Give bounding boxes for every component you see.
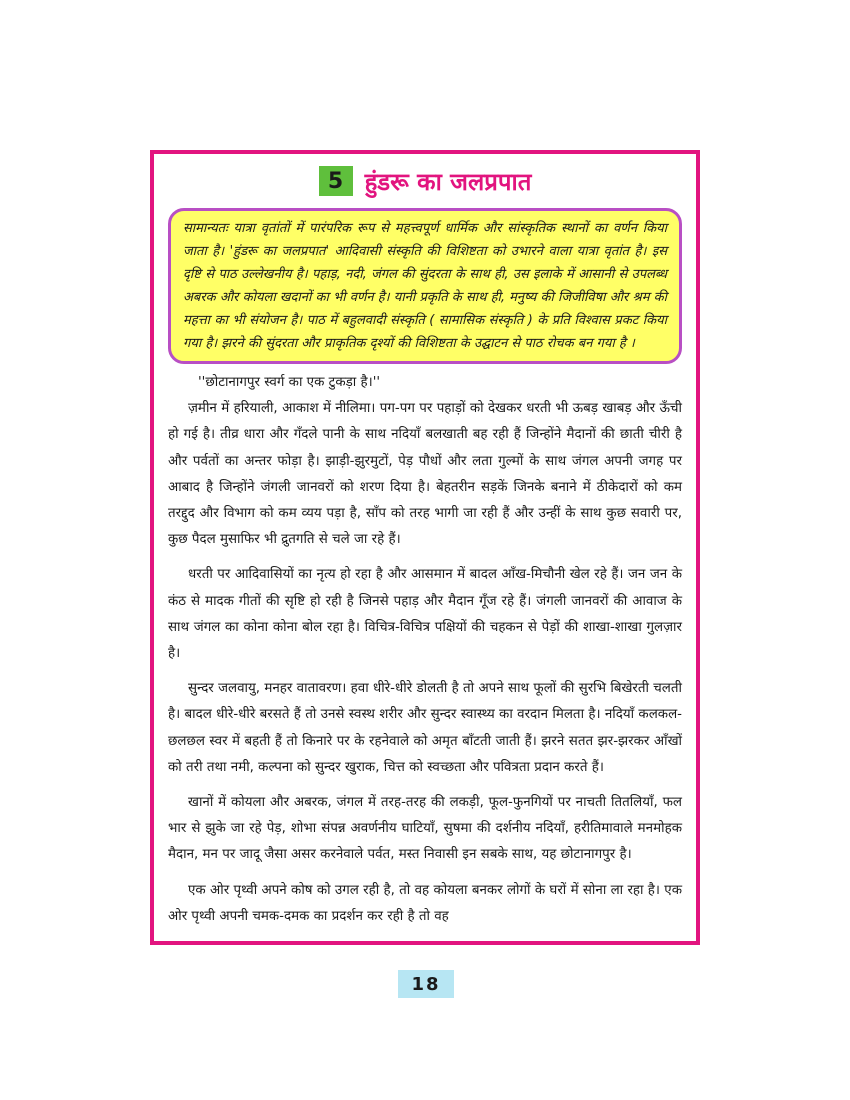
paragraph: एक ओर पृथ्वी अपने कोष को उगल रही है, तो वह कोयला बनकर लोगों के घरों में सोना ला रहा है। एक ओर पृथ्वी अपनी चमक-दमक का प्रदर्शन कर रही है तो वह (168, 882, 682, 924)
paragraph: धरती पर आदिवासियों का नृत्य हो रहा है और आसमान में बादल आँख-मिचौनी खेल रहे हैं। जन जन के कंठ से मादक गीतों की सृष्टि हो रही है जिनसे पहाड़ और मैदान गूँज रहे हैं। जंगली जानवरों की आवाज के साथ जंगल का कोना कोना बोल रहा है। विचित्र-विचित्र पक्षियों की चहकन से पेड़ों की शाखा-शाखा गुलज़ार है। (168, 567, 682, 662)
chapter-heading (166, 162, 684, 200)
intro-box: सामान्यतः यात्रा वृतांतों में पारंपरिक रूप से महत्त्वपूर्ण धार्मिक और सांस्कृतिक स्थानों का वर्णन किया जाता है। 'हुंडरू का जलप्रपात' आदिवासी संस्कृति की विशिष्टता को उभारने वाला यात्रा वृतांत है। इस दृष्टि से पाठ उल्लेखनीय है। पहाड़, नदी, जंगल की सुंदरता के साथ ही, उस इलाके में आसानी से उपलब्ध अबरक और कोयला खदानों का भी वर्णन है। यानी प्रकृति के साथ ही, मनुष्य की जिजीविषा और श्रम की महत्ता का भी संयोजन है। पाठ में बहुलवादी संस्कृति ( सामासिक संस्कृति ) के प्रति विश्वास प्रकट किया गया है। झरने की सुंदरता और प्राकृतिक दृश्यों की विशिष्टता के उद्घाटन से पाठ रोचक बन गया है । (168, 208, 682, 364)
chapter-title: हुंडरू का जलप्रपात (364, 167, 532, 196)
body-text (166, 370, 684, 930)
paragraph: सुन्दर जलवायु, मनहर वातावरण। हवा धीरे-धीरे डोलती है तो अपने साथ फूलों की सुरभि बिखेरती चलती है। बादल धीरे-धीरे बरसते हैं तो उनसे स्वस्थ शरीर और सुन्दर स्वास्थ्य का वरदान मिलता है। नदियाँ कलकल-छलछल स्वर में बहती हैं तो किनारे पर के रहनेवाले को अमृत बाँटती जाती हैं। झरने सतत झर-झरकर आँखों को तरी तथा नमी, कल्पना को सुन्दर खुराक, चित्त को स्वच्छता और पवित्रता प्रदान करते हैं। (168, 681, 682, 775)
opening-quote: ''छोटानागपुर स्वर्ग का एक टुकड़ा है।'' (198, 375, 381, 390)
paragraph: ज़मीन में हरियाली, आकाश में नीलिमा। पग-पग पर पहाड़ों को देखकर धरती भी ऊबड़ खाबड़ और ऊँची हो गई है। तीव्र धारा और गँदले पानी के साथ नदियाँ बलखाती बह रही हैं जिन्होंने मैदानों की छाती चीरी है और पर्वतों का अन्तर फोड़ा है। झाड़ी-झुरमुटों, पेड़ पौधों और लता गुल्मों के साथ जंगल अपनी जगह पर आबाद है जिन्होंने जंगली जानवरों को शरण दिया है। बेहतरीन सड़कें जिनके बनाने में ठीकेदारों को कम तरद्दुद और विभाग को कम व्यय पड़ा है, साँप को तरह भागी जा रही हैं और उन्हीं के साथ कुछ सवारी पर, कुछ पैदल मुसाफिर भी द्रुतगति से चले जा रहे हैं। (168, 401, 682, 548)
page-number: 18 (398, 970, 454, 998)
chapter-number: 5 (319, 166, 353, 196)
paragraph: खानों में कोयला और अबरक, जंगल में तरह-तरह की लकड़ी, फूल-फुनगियों पर नाचती तितलियाँ, फल भार से झुके जा रहे पेड़, शोभा संपन्न अवर्णनीय घाटियाँ, सुषमा की दर्शनीय नदियाँ, हरीतिमावाले मनमोहक मैदान, मन पर जादू जैसा असर करनेवाले पर्वत, मस्त निवासी इन सबके साथ, यह छोटानागपुर है। (168, 795, 682, 863)
page-frame (150, 150, 700, 945)
